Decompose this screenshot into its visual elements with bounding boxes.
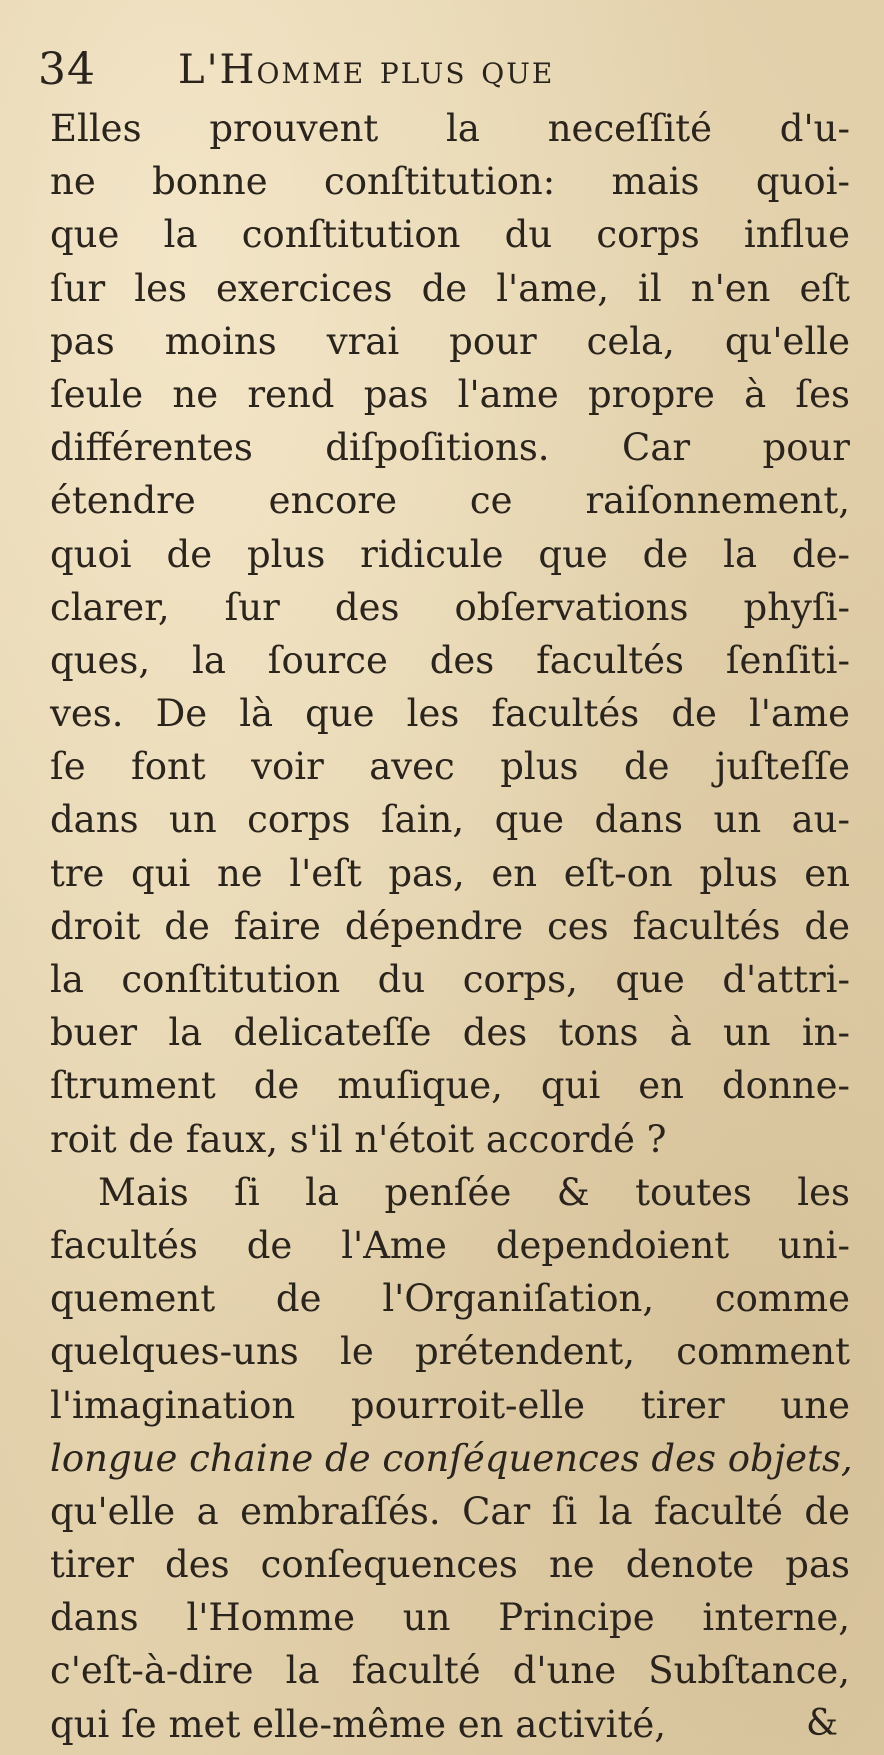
text-line: roit de faux, s'il n'étoit accordé ? — [50, 1117, 667, 1161]
text-line: clarer, ſur des obſervations phyſi- — [50, 585, 850, 629]
page-header — [38, 40, 858, 100]
text-line: qui ſe met elle-même en activité, — [50, 1702, 666, 1746]
text-line: la conſtitution du corps, que d'attri- — [50, 958, 850, 1001]
text-line: ſeule ne rend pas l'ame propre à ſes — [50, 372, 850, 416]
text-line: tre qui ne l'eſt pas, en eſt-on plus en — [50, 851, 850, 895]
text-line: ves. De là que les facultés de l'ame — [50, 692, 850, 736]
text-line: Mais ſi la penſée & toutes les — [98, 1170, 850, 1214]
text-line: pas moins vrai pour cela, qu'elle — [50, 319, 850, 363]
text-line: c'eſt-à-dire la faculté d'une Subſtance, — [50, 1649, 850, 1693]
catchword: & — [805, 1703, 838, 1744]
text-line: quelques-uns le prétendent, comment — [50, 1330, 850, 1374]
text-line: quoi de plus ridicule que de la de- — [50, 532, 850, 576]
text-line: buer la delicateſſe des tons à un in- — [50, 1011, 850, 1055]
text-line: facultés de l'Ame dependoient uni- — [50, 1223, 850, 1267]
text-line: ſur les exercices de l'ame, il n'en eſt — [50, 266, 850, 310]
running-head: L'Homme plus que — [178, 47, 555, 93]
page-number: 34 — [38, 44, 96, 95]
text-line: dans l'Homme un Principe interne, — [50, 1596, 850, 1640]
text-line: droit de faire dépendre ces facultés de — [50, 904, 850, 948]
text-line: qu'elle a embraſſés. Car ſi la faculté de — [50, 1489, 850, 1533]
text-line: quement de l'Organiſation, comme — [50, 1277, 850, 1321]
text-line: dans un corps ſain, que dans un au- — [50, 798, 850, 842]
text-line: longue chaine de conſéquences des objets, — [50, 1436, 853, 1480]
text-line: que la conſtitution du corps influe — [50, 213, 850, 257]
text-line: tirer des conſequences ne denote pas — [50, 1543, 850, 1587]
text-line: étendre encore ce raiſonnement, — [50, 479, 850, 523]
body-text — [50, 102, 853, 1751]
text-line: ne bonne conſtitution: mais quoi- — [50, 160, 850, 204]
text-line: l'imagination pourroit-elle tirer une — [50, 1383, 850, 1427]
text-line: Elles prouvent la neceſſité d'u- — [50, 107, 850, 150]
text-line: ſe font voir avec plus de juſteſſe — [50, 745, 850, 789]
text-line: ſtrument de muſique, qui en donne- — [50, 1064, 850, 1108]
text-line: différentes diſpoſitions. Car pour — [50, 426, 850, 470]
text-line: ques, la ſource des facultés ſenſiti- — [50, 638, 850, 682]
